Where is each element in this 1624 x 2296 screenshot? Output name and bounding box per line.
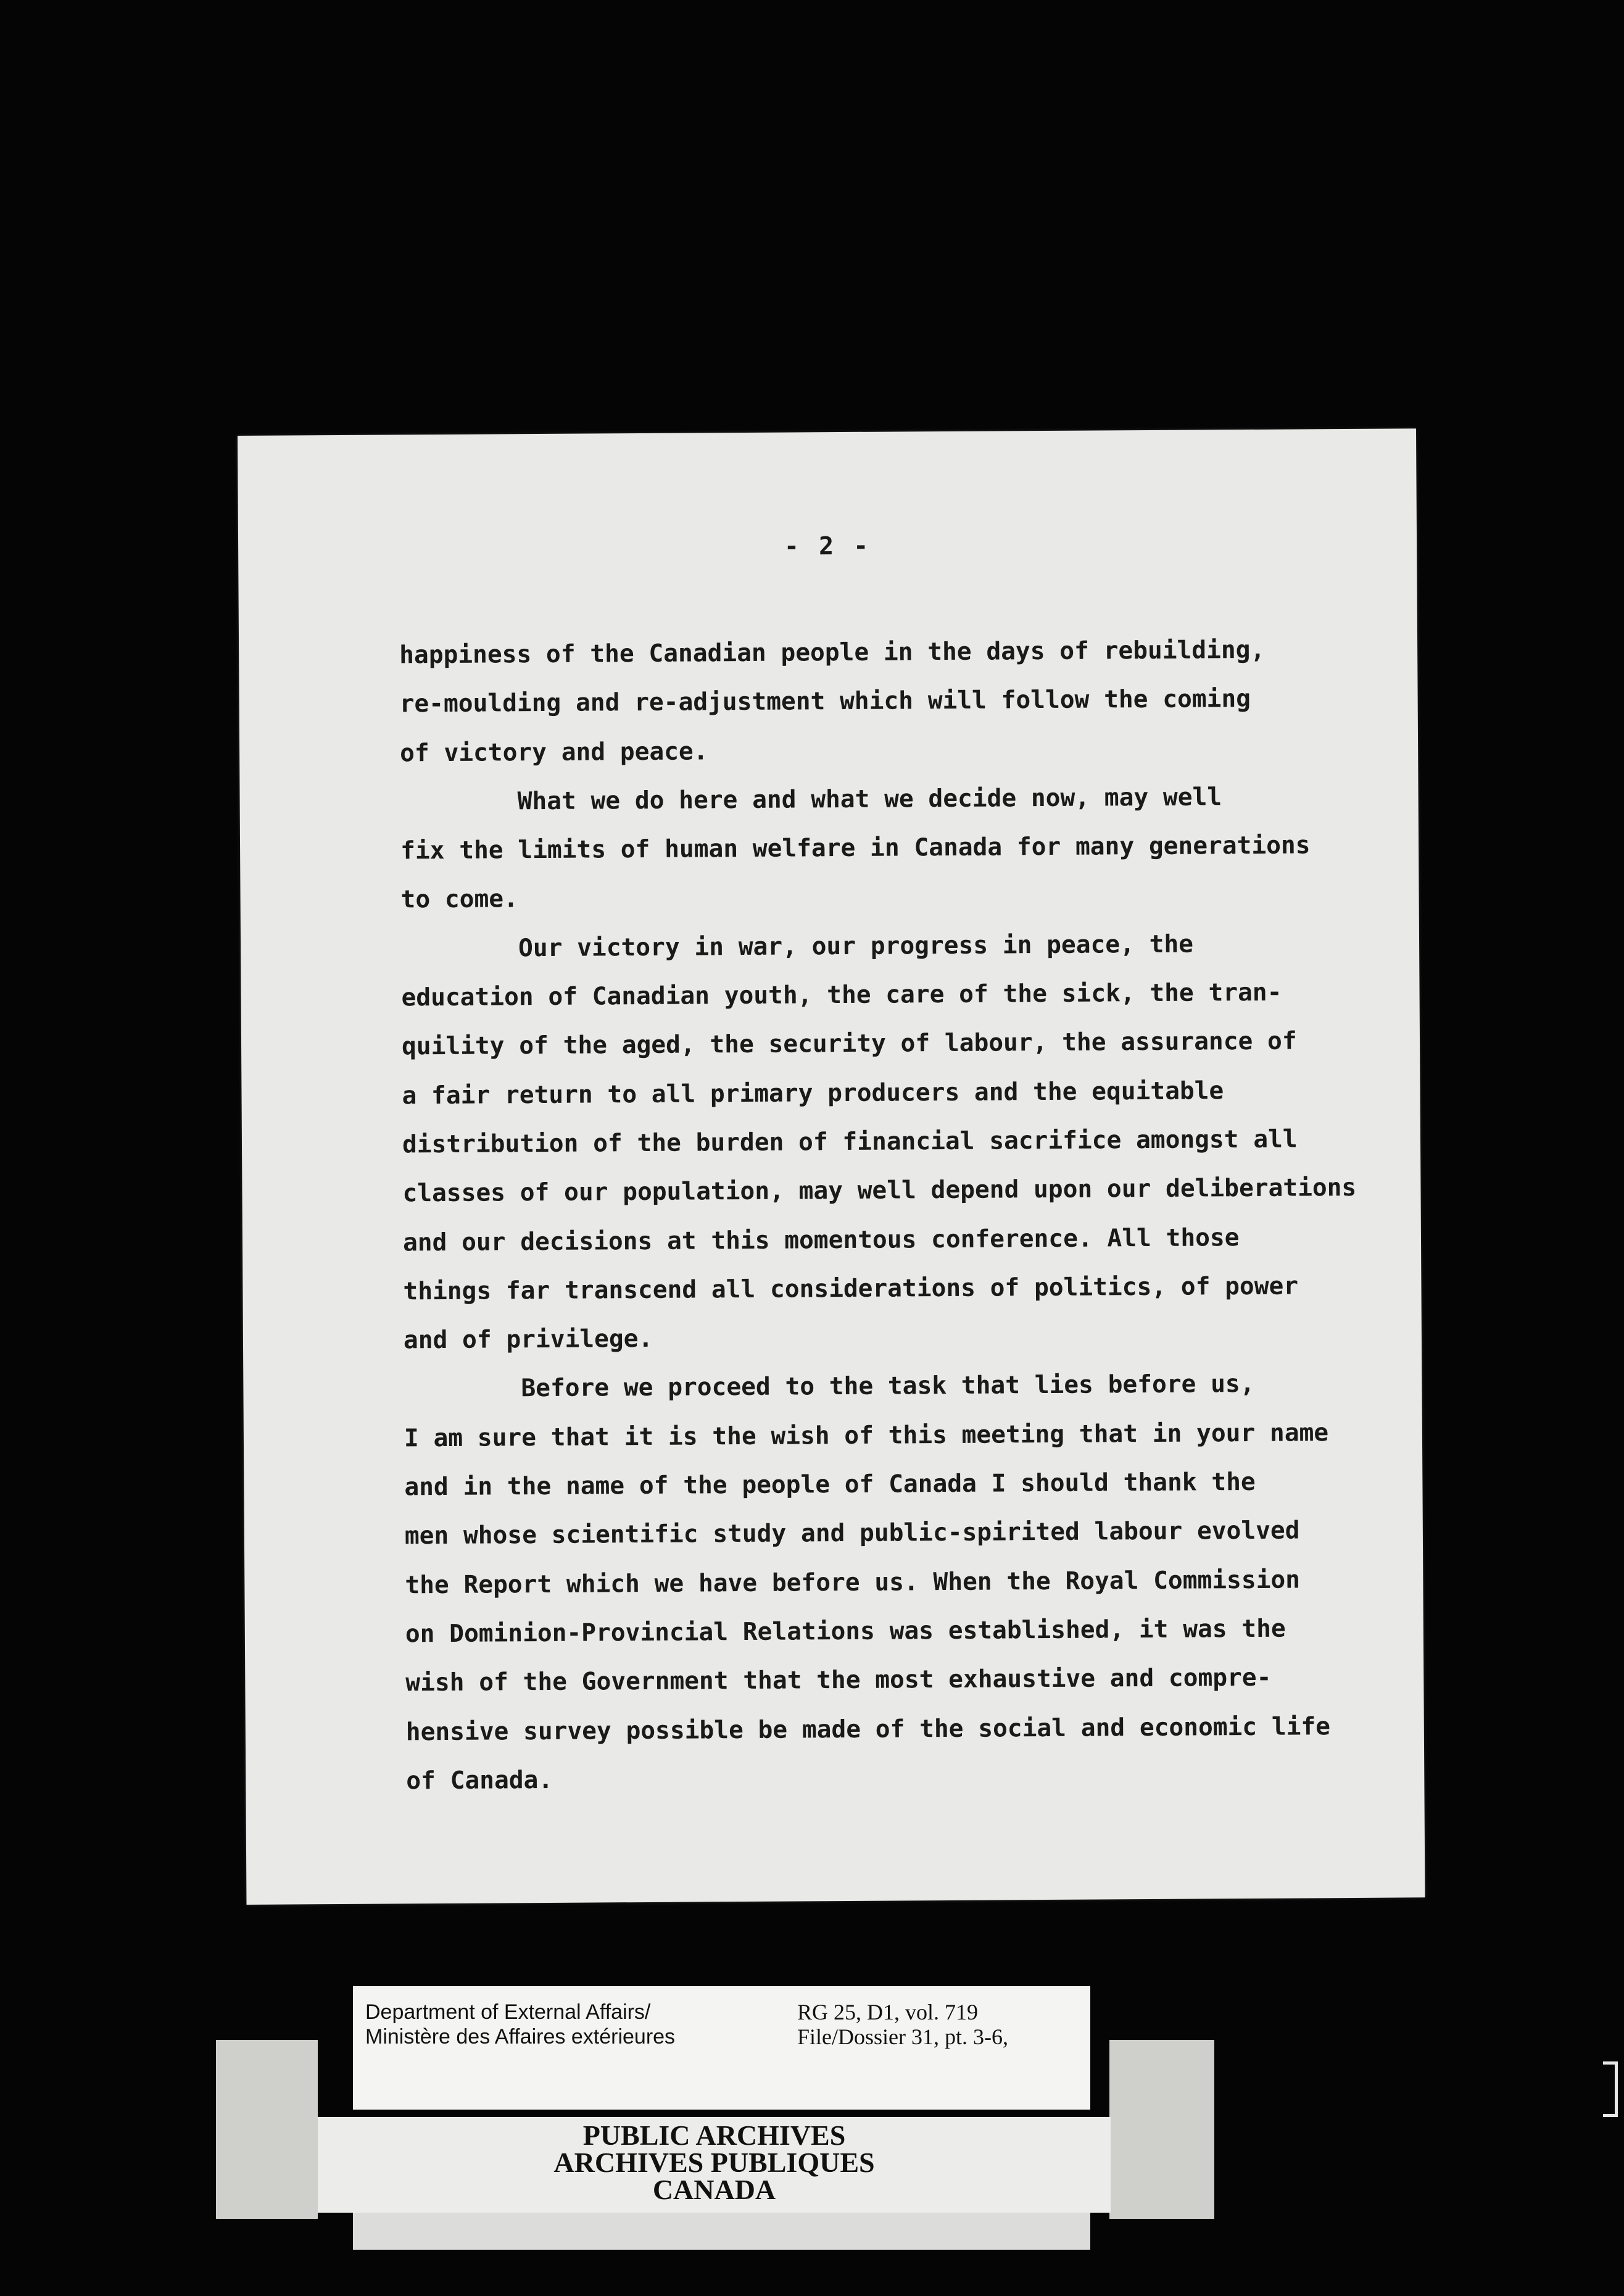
film-strip-left [216, 2040, 318, 2219]
text-line: What we do here and what we decide now, may well [517, 783, 1222, 816]
archives-title-en: PUBLIC ARCHIVES [582, 2119, 846, 2151]
text-line: fix the limits of human welfare in Canada for many generations [400, 831, 1311, 865]
text-line: re-moulding and re-adjustment which will follow the coming [399, 684, 1251, 718]
text-line: happiness of the Canadian people in the days of rebuilding, [399, 635, 1266, 670]
archives-title [318, 2119, 1111, 2205]
file-reference: File/Dossier 31, pt. 3-6, [797, 2024, 1008, 2049]
text-line: on Dominion-Provincial Relations was established, it was the [405, 1614, 1286, 1649]
text-line: and in the name of the people of Canada I should thank the [404, 1468, 1256, 1502]
text-line: Before we proceed to the task that lies before us, [521, 1370, 1255, 1403]
text-line: Our victory in war, our progress in peace, the [518, 930, 1194, 963]
department-name-en: Department of External Affairs/ [365, 2000, 651, 2024]
text-line: education of Canadian youth, the care of the sick, the tran- [401, 978, 1282, 1012]
text-line: hensive survey possible be made of the social and economic life [405, 1712, 1331, 1746]
text-line: things far transcend all considerations of politics, of power [403, 1271, 1299, 1306]
department-name [365, 2000, 675, 2049]
record-reference [797, 2000, 1008, 2049]
record-group: RG 25, D1, vol. 719 [797, 2000, 979, 2024]
archives-country: CANADA [652, 2174, 776, 2205]
text-line: and our decisions at this momentous conference. All those [402, 1223, 1240, 1257]
text-line: men whose scientific study and public-spirited labour evolved [404, 1516, 1300, 1550]
public-archives-stamp [318, 2117, 1111, 2213]
label-bottom-strip [353, 2213, 1090, 2250]
department-name-fr: Ministère des Affaires extérieures [365, 2025, 676, 2049]
text-line: I am sure that it is the wish of this meeting that in your name [404, 1418, 1329, 1453]
archives-title-fr: ARCHIVES PUBLIQUES [553, 2147, 875, 2178]
text-line: of Canada. [406, 1765, 553, 1795]
text-line: classes of our population, may well depend upon our deliberations [402, 1173, 1357, 1208]
film-edge-mark [1603, 2061, 1618, 2117]
text-line: and of privilege. [403, 1325, 653, 1355]
text-line: quility of the aged, the security of labour, the assurance of [401, 1026, 1297, 1061]
text-line: of victory and peace. [400, 736, 708, 767]
page-number: - 2 - [784, 531, 871, 561]
text-line: a fair return to all primary producers and the equitable [402, 1076, 1224, 1110]
text-line: wish of the Government that the most exhaustive and compre- [405, 1663, 1272, 1697]
typed-page [238, 428, 1425, 1905]
text-line: distribution of the burden of financial sacrifice amongst all [402, 1125, 1298, 1159]
archive-reference-label [353, 1986, 1090, 2110]
film-strip-right [1109, 2040, 1214, 2219]
body-text [399, 625, 1406, 1806]
text-line: the Report which we have before us. When the Royal Commission [405, 1565, 1301, 1600]
text-line: to come. [400, 884, 518, 914]
